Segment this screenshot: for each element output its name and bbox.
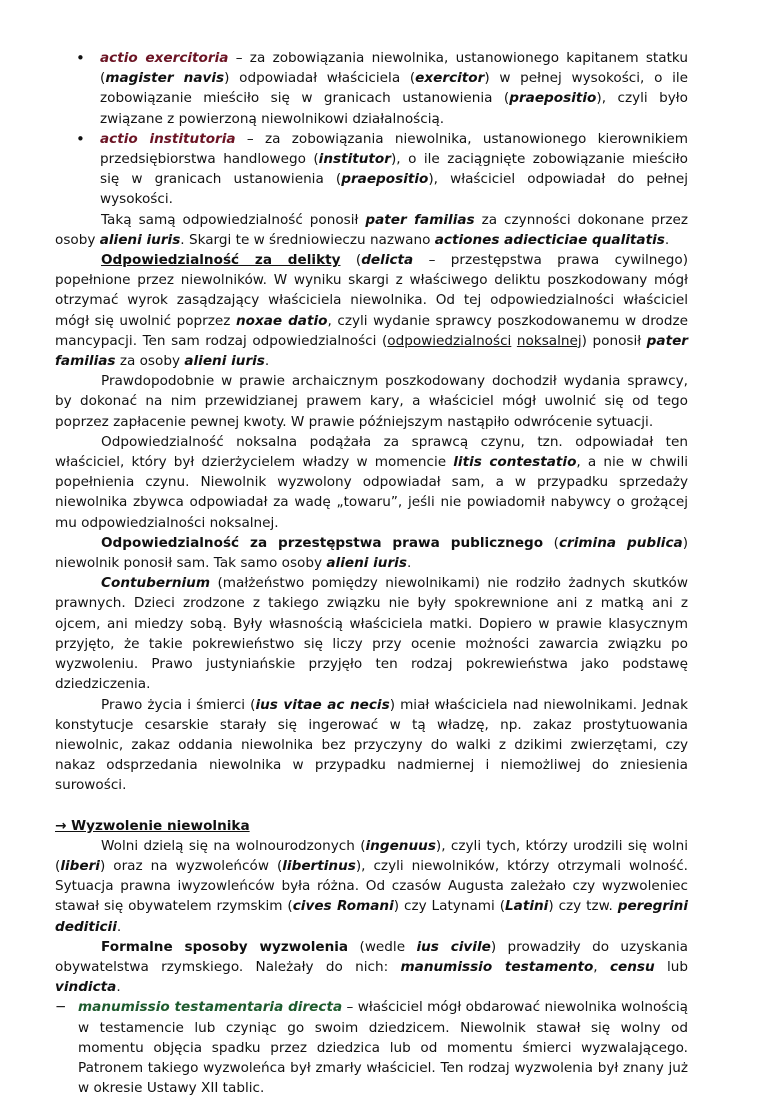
latin-term: praepositio <box>341 171 429 188</box>
text: – za zobowiązania niewolnika, ustanowionego kapitanem statku ( <box>100 50 688 87</box>
text: za czynności dokonane przez osoby <box>55 211 688 248</box>
latin-term: exercitor <box>415 70 485 87</box>
text: . Skargi te w średniowieczu nazwano <box>180 231 435 248</box>
paragraph <box>55 695 688 796</box>
text: lub <box>654 958 689 975</box>
text: . <box>116 979 121 996</box>
text: ), właściciel odpowiadał do pełnej wysokości. <box>100 171 688 208</box>
paragraph-heading: Odpowiedzialność za przestępstwa prawa publicznego <box>101 534 544 551</box>
latin-term: peregrini dediticii <box>55 898 689 935</box>
latin-term: alieni iuris <box>184 353 265 370</box>
latin-term: vindicta <box>55 979 117 996</box>
text: (wedle <box>348 938 417 955</box>
paragraph <box>55 250 688 371</box>
text: . <box>264 353 270 370</box>
latin-term: ius civile <box>416 938 491 955</box>
latin-term: noxae datio <box>235 312 328 329</box>
latin-term: liberi <box>60 857 100 874</box>
text: Prawo życia i śmierci ( <box>101 696 256 713</box>
text: ( <box>340 252 362 269</box>
underlined-text: odpowiedzialności <box>387 332 512 349</box>
text: , <box>593 958 610 975</box>
paragraph <box>55 573 688 694</box>
latin-term: cives Romani <box>292 898 394 915</box>
term-actio-institutoria: actio institutoria <box>100 130 236 147</box>
text: . <box>664 231 670 248</box>
latin-term: Contubernium <box>101 575 211 592</box>
list-item <box>55 129 688 210</box>
text: (małżeństwo pomiędzy niewolnikami) nie rodziło żadnych skutków prawnych. Dzieci zrodzone z takiego związku nie były spokrewnione ani z matką ani z ojcem, ani miedzy sobą. Były własnością właściciela matki. Dopiero w prawie klasycznym przyjęto, że takie pokrewieństwo się liczy przy ocenie możności zawarcia związku po wyzwoleniu. Prawo justyniańskie przyjęło ten rodzaj pokrewieństwa jako podstawę dziedziczenia. <box>55 575 688 693</box>
paragraph <box>55 432 688 533</box>
text: , a nie w chwili popełnienia czynu. Niewolnik wyzwolony odpowiadał sam, a w przypadku sprzedaży niewolnika zbywca odpowiadał za wadę „towaru”, jeśli nie powiadomił nabywcy o grożącej mu odpowiedzialności noksalnej. <box>55 454 688 531</box>
latin-term: institutor <box>318 151 391 168</box>
paragraph-heading: Odpowiedzialność za delikty <box>101 252 341 269</box>
bullet-icon: • <box>76 49 85 67</box>
bullet-list <box>55 48 688 210</box>
text: ) w pełnej wysokości, o ile zobowiązanie mieściło się w granicach ustanowienia ( <box>100 70 689 107</box>
list-item <box>55 48 688 129</box>
latin-term: crimina publica <box>558 534 683 551</box>
text: ) ponosił <box>581 332 647 349</box>
latin-term: litis contestatio <box>453 454 577 471</box>
latin-term: libertinus <box>282 857 356 874</box>
latin-term: pater familias <box>55 332 688 370</box>
latin-term: alieni iuris <box>99 231 181 248</box>
text: ), o ile zaciągnięte zobowiązanie mieściło się w granicach ustanowienia ( <box>100 151 688 188</box>
paragraph <box>55 533 688 573</box>
latin-term: praepositio <box>509 90 597 107</box>
paragraph-heading: Formalne sposoby wyzwolenia <box>101 938 349 955</box>
paragraph: Prawdopodobnie w prawie archaicznym poszkodowany dochodził wydania sprawcy, by dokonać na nim przewidzianej prawem kary, a właściciel mógł uwolnić się od tego poprzez zapłacenie pewnej kwoty. W prawie późniejszym nastąpiło odwrócenie sytuacji. <box>55 373 688 430</box>
latin-term: pater familias <box>365 211 475 228</box>
underlined-text: noksalnej <box>516 332 582 349</box>
text: , czyli wydanie sprawcy poszkodowanemu w drodze mancypacji. Ten sam rodzaj odpowiedzialności ( <box>55 312 688 349</box>
term-actio-exercitoria: actio exercitoria <box>100 50 229 66</box>
text: za osoby <box>115 353 185 370</box>
text: . <box>116 918 122 935</box>
text: – przestępstwa prawa cywilnego) popełnione przez niewolników. W wyniku skargi z właściwego deliktu poszkodowany mógł otrzymać wyrok zasądzający właściciela niewolnika. Od tej odpowiedzialności właściciel mógł się uwolnić poprzez <box>55 252 689 329</box>
text: ) prowadziły do uzyskania obywatelstwa rzymskiego. Należały do nich: <box>55 938 688 975</box>
paragraph <box>55 836 688 937</box>
list-item <box>55 997 688 1098</box>
latin-term: actiones adiecticiae qualitatis <box>434 231 665 248</box>
dash-icon: − <box>55 999 67 1016</box>
latin-term: Latini <box>505 898 549 915</box>
text: ), czyli niewolników, którzy otrzymali wolność. Sytuacja prawna iwyzowleńców była różna. Od czasów Augusta zależało czy wyzwoleniec stawał się obywatelem rzymskim ( <box>55 857 689 915</box>
text: ) czy Latynami ( <box>393 898 506 915</box>
text: ) niewolnik ponosił sam. Tak samo osoby <box>55 534 688 572</box>
text: ) miał właściciela nad niewolnikami. Jednak konstytucje cesarskie starały się ingerować w tą władzę, np. zakaz prostytuowania niewolnic, zakaz oddania niewolnika bez przyczyny do walki z dzikimi zwierzętami, czy nakaz odsprzedania niewolnika w przypadku nadmiernej i niemożliwej do zniesienia surowości. <box>55 696 688 794</box>
text: ), czyli tych, którzy urodzili się wolni ( <box>55 837 688 874</box>
text: ), czyli było związane z powierzoną niewolnikowi działalnością. <box>100 90 688 127</box>
text: – właściciel mógł obdarować niewolnika wolnością w testamencie lub czyniąc go swoim dziedzicem. Niewolnik stawał się wolny od momentu objęcia spadku przez dziedzica lub od momentu śmierci wyzwalającego. Patronem takiego wyzwoleńca był zmarły właściciel. Ten rodzaj wyzwolenia był znany już w okresie Ustawy XII tablic. <box>78 999 688 1097</box>
bullet-icon: • <box>76 129 85 148</box>
latin-term: ingenuus <box>365 837 436 854</box>
latin-term: ius vitae ac necis <box>255 696 390 713</box>
text: Taką samą odpowiedzialność ponosił <box>101 211 366 228</box>
text: . <box>406 555 412 572</box>
text: Odpowiedzialność noksalna podążała za sprawcą czynu, tzn. odpowiadał ten właściciel, który był dzierżycielem władzy w momencie <box>55 433 688 471</box>
section-heading: → Wyzwolenie niewolnika <box>55 817 250 834</box>
text: Wolni dzielą się na wolnourodzonych ( <box>101 837 366 854</box>
text: ) czy tzw. <box>548 898 618 915</box>
paragraph <box>55 210 688 250</box>
latin-term: delicta <box>361 252 414 269</box>
paragraph <box>55 937 688 998</box>
text: ) oraz na wyzwoleńców ( <box>99 857 283 874</box>
dash-list <box>55 997 688 1098</box>
text: ( <box>543 534 559 551</box>
text: ) odpowiadał właściciela ( <box>224 70 416 87</box>
latin-term: censu <box>609 958 655 975</box>
term-manumissio-testamentaria-directa: manumissio testamentaria directa <box>78 999 343 1016</box>
latin-term: magister navis <box>105 70 225 87</box>
latin-term: manumissio testamento <box>400 958 594 975</box>
latin-term: alieni iuris <box>326 555 407 572</box>
text: – za zobowiązania niewolnika, ustanowionego kierownikiem przedsiębiorstwa handlowego ( <box>100 130 688 168</box>
